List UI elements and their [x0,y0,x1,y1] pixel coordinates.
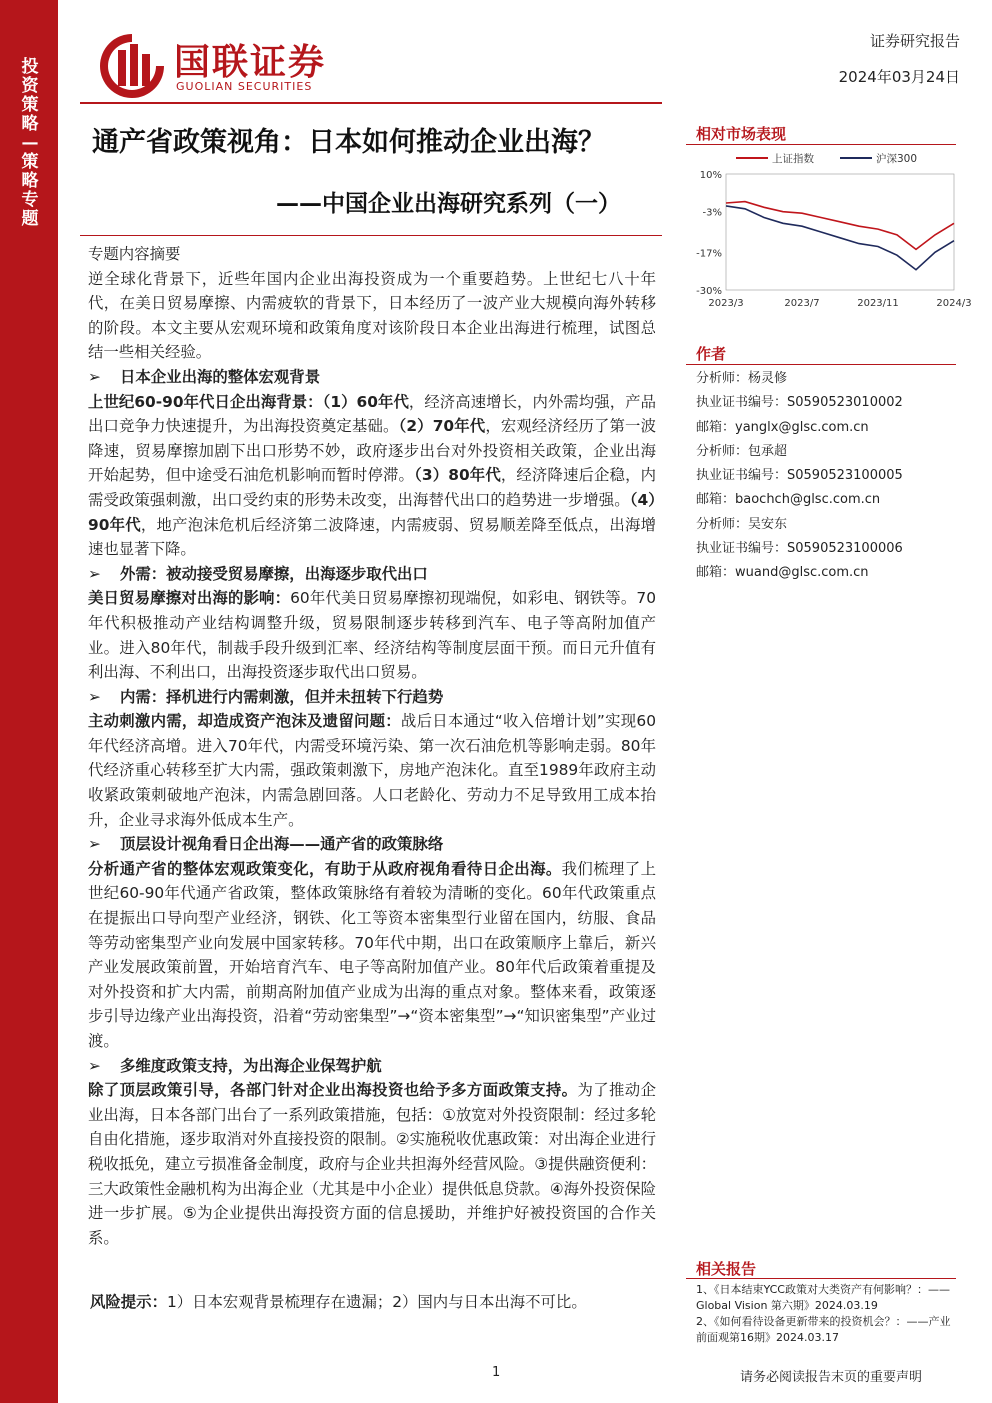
header-divider [80,102,662,104]
author-line: 分析师：杨灵修 [696,371,788,386]
section-lead: 除了顶层政策引导，各部门针对企业出海投资也给予多方面政策支持。 [88,1081,578,1100]
author-line: 执业证书编号：S0590523010002 [696,395,903,411]
chart-series-line [726,206,954,270]
author-line: 分析师：吴安东 [696,516,788,532]
related-reports [696,1282,956,1346]
market-heading: 相对市场表现 [696,125,787,143]
arrow-bullet-icon: ➢ [88,1056,101,1075]
risk-label: 风险提示： [90,1293,167,1311]
authors-divider [686,364,956,365]
authors-heading: 作者 [696,345,727,363]
section-paragraph [88,709,656,832]
logo-emblem-icon [96,30,168,100]
chart-x-tick-label: 2023/3 [708,298,744,309]
section-heading [88,832,656,857]
section-heading-text: 多维度政策支持，为出海企业保驾护航 [120,1056,382,1075]
section-heading [88,365,656,390]
risk-note [90,1290,587,1312]
section-paragraph [88,586,656,684]
section-emphasis: （3）80年代 [414,466,501,485]
report-type: 证券研究报告 [869,32,960,50]
chart-y-tick-label: 10% [699,170,722,181]
section-lead: 上世纪60-90年代日企出海背景： [88,392,323,411]
section-text: ，经济高速增长，内外需均强，产品出口竞争力快速提升，为出海投资奠定基础。 [88,392,656,436]
summary-intro: 逆全球化背景下，近些年国内企业出海投资成为一个重要趋势。上世纪七八十年代，在美日贸易摩擦、内需疲软的背景下，日本经历了一波产业大规模向海外转移的阶段。本文主要从宏观环境和政策角度对该阶段日本企业出海进行梳理，试图总结一些相关经验。 [88,269,656,362]
author-line: 邮箱：yanglx@glsc.com.cn [696,419,869,435]
brand-name-en: GUOLIAN SECURITIES [176,80,313,93]
section-lead: 美日贸易摩擦对出海的影响： [88,589,291,608]
section-text: 我们梳理了上世纪60-90年代通产省政策，整体政策脉络有着较为清晰的变化。60年代政策重点在提振出口导向型产业经济，钢铁、化工等资本密集型行业留在国内，纺服、食品等劳动密集型产业向发展中国家转移。70年代中期，出口在政策顺序上靠后，新兴产业发展政策前置，开始培育汽车、电子等高附加值产业。80年代后政策着重提及对外投资和扩大内需，前期高附加值产业成为出海的重点对象。整体来看，政策逐步引导边缘产业出海投资，沿着“劳动密集型”→“资本密集型”→“知识密集型”产业过渡。 [88,859,656,1050]
chart-legend-label: 沪深300 [876,153,918,165]
arrow-bullet-icon: ➢ [88,835,101,854]
risk-text: 1）日本宏观背景梳理存在遗漏；2）国内与日本出海不可比。 [166,1293,587,1311]
section-emphasis: （4）90年代 [88,490,656,534]
section-text: 战后日本通过“收入倍增计划”实现60年代经济高增。进入70年代，内需受环境污染、第一次石油危机等影响走弱。80年代经济重心转移至扩大内需，强政策刺激下，房地产泡沫化。直至1989年政府主动收紧政策刺破地产泡沫，内需急剧回落。人口老龄化、劳动力不足导致用工成本抬升，企业寻求海外低成本生产。 [88,712,656,829]
summary-body [88,242,656,1250]
sidebar [0,0,58,1403]
section-paragraph [88,857,656,1054]
summary-heading: 专题内容摘要 [88,245,181,263]
section-paragraph [88,1078,656,1250]
section-emphasis: （2）70年代 [398,417,486,436]
section-heading [88,685,656,710]
section-text: 60年代美日贸易摩擦初现端倪，如彩电、钢铁等。70年代积极推动产业结构调整升级，贸易限制逐步转移到汽车、电子等高附加值产业。进入80年代，制裁手段升级到汇率、经济结构等制度层面干预。而日元升值有利出海、不利出口，出海投资逐步取代出口贸易。 [88,589,656,682]
section-heading-text: 日本企业出海的整体宏观背景 [120,367,321,386]
author-line: 邮箱：baochch@glsc.com.cn [696,492,881,508]
arrow-bullet-icon: ➢ [88,687,101,706]
chart-x-tick-label: 2023/7 [784,298,820,309]
authors-list [696,367,903,586]
page-title: 通产省政策视角：日本如何推动企业出海？ [92,127,605,158]
section-lead: 分析通产省的整体宏观政策变化，有助于从政府视角看待日企出海。 [88,859,562,878]
section-paragraph [88,390,656,562]
chart-y-tick-label: -30% [696,286,722,297]
title-divider [80,235,662,236]
related-heading: 相关报告 [696,1260,757,1278]
arrow-bullet-icon: ➢ [88,564,101,583]
author-line: 分析师：包承超 [696,443,788,459]
author-line: 邮箱：wuand@glsc.com.cn [696,565,869,581]
related-divider [686,1278,956,1279]
section-heading [88,1054,656,1079]
page-subtitle: ——中国企业出海研究系列（一） [276,191,621,217]
section-lead: 主动刺激内需，却造成资产泡沫及遗留问题： [88,712,401,731]
section-text: ，宏观经济经历了第一波降速，贸易摩擦加剧下出口形势不妙，政府逐步出台对外投资相关政策，企业出海开始起势，但中途受石油危机影响而暂时停滞。 [88,417,656,485]
brand-logo [96,30,356,100]
summary-sections [88,365,656,1250]
chart-frame [726,174,954,290]
disclaimer-note: 请务必阅读报告末页的重要声明 [739,1370,922,1385]
arrow-bullet-icon: ➢ [88,367,101,386]
chart-x-tick-label: 2023/11 [857,298,899,309]
section-emphasis: （1）60年代 [322,392,409,411]
author-line: 执业证书编号：S0590523100005 [696,468,903,484]
section-text: ，地产泡沫危机后经济第二波降速，内需疲弱、贸易顺差降至低点，出海增速也显著下降。 [88,515,656,559]
related-report-item: 2、《如何看待设备更新带来的投资机会？：——产业前面观第16期》2024.03.17 [696,1315,951,1344]
author-line: 执业证书编号：S0590523100006 [696,541,903,557]
chart-y-tick-label: -17% [696,248,722,260]
section-heading-text: 内需：择机进行内需刺激，但并未扭转下行趋势 [120,687,444,706]
report-date: 2024年03月24日 [838,68,960,86]
section-heading-text: 顶层设计视角看日企出海——通产省的政策脉络 [120,835,444,854]
chart-y-tick-label: -3% [702,207,722,219]
brand-name-cn: 国联证券 [174,42,327,83]
section-text: 为了推动企业出海，日本各部门出台了一系列政策措施，包括：①放宽对外投资限制：经过多轮自由化措施，逐步取消对外直接投资的限制。②实施税收优惠政策：对出海企业进行税收抵免，建立亏损准备金制度，政府与企业共担海外经营风险。③提供融资便利：三大政策性金融机构为出海企业（尤其是中小企业）提供低息贷款。④海外投资保险进一步扩展。⑤为企业提供出海投资方面的信息援助，并维护好被投资国的合作关系。 [88,1081,656,1247]
chart-x-tick-label: 2024/3 [936,298,972,309]
section-text: ，经济降速后企稳，内需受政策强刺激，出口受约束的形势未改变，出海替代出口的趋势进一步增强。 [88,466,656,509]
market-divider [686,144,956,145]
related-report-item: 1、《日本结束YCC政策对大类资产有何影响？：——Global Vision 第六期》2024.03.19 [696,1283,950,1312]
sidebar-label: 投资策略—策略专题 [21,57,39,229]
section-heading [88,562,656,587]
page-number: 1 [492,1365,501,1380]
chart-legend-label: 上证指数 [772,153,814,165]
section-heading-text: 外需：被动接受贸易摩擦，出海逐步取代出口 [120,564,428,583]
chart-series-line [726,202,954,250]
relative-performance-chart [690,148,972,320]
